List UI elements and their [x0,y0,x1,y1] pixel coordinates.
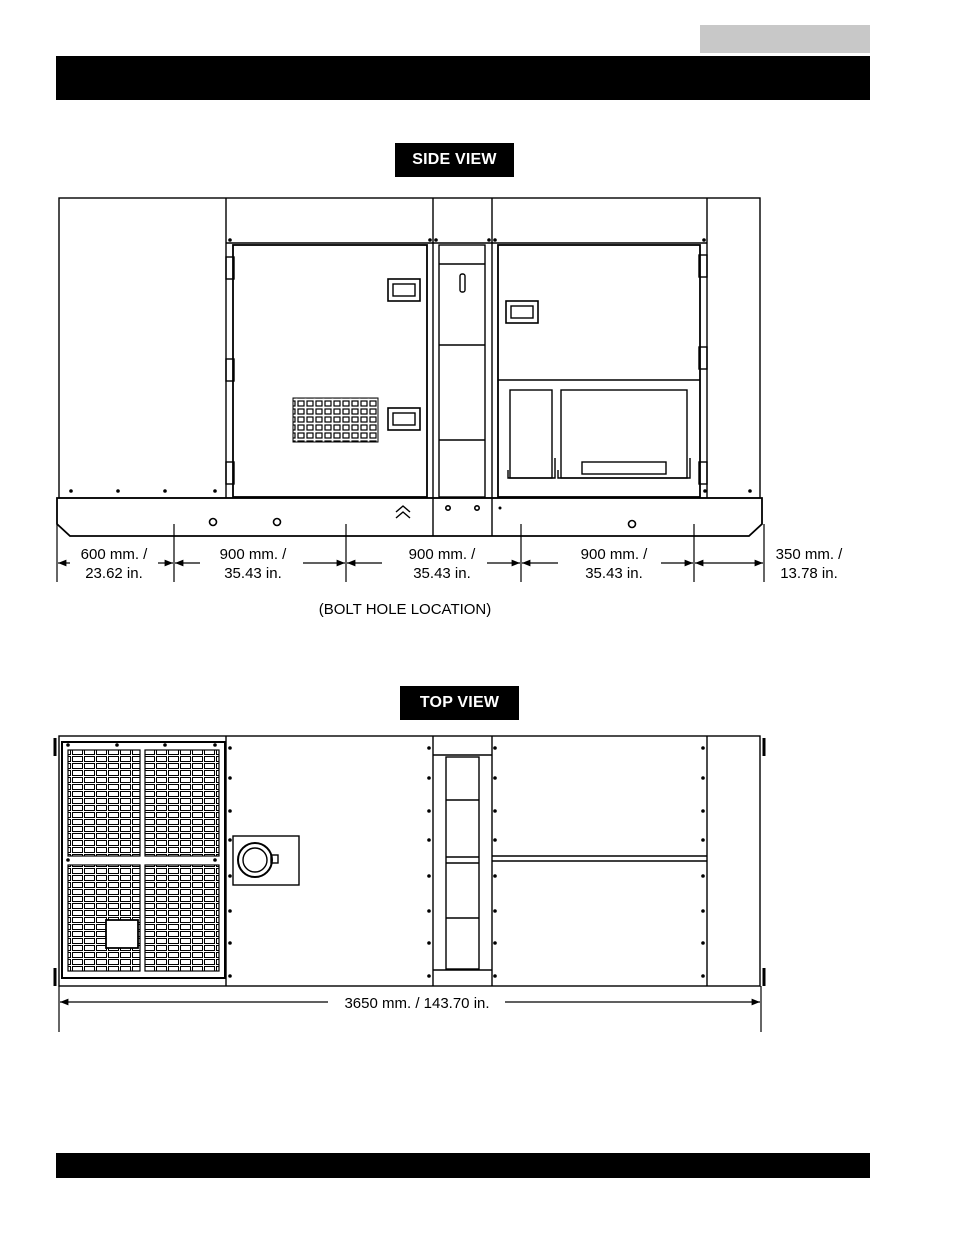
dim-1-in: 23.62 in. [85,565,143,582]
dim-3-mm: 900 mm. / [408,546,476,563]
dim-5-mm: 350 mm. / [775,546,843,563]
side-view-vent-grille [293,398,378,442]
dim-5-in: 13.78 in. [780,565,838,582]
top-view-radiator-grille [62,742,225,978]
overall-length-label: 3650 mm. / 143.70 in. [344,995,490,1012]
top-view-label: TOP VIEW [400,686,519,720]
dim-1-mm: 600 mm. / [80,546,148,563]
side-view-enclosure [57,198,762,536]
dim-4-in: 35.43 in. [585,565,643,582]
dim-2-mm: 900 mm. / [219,546,287,563]
dim-4-mm: 900 mm. / [580,546,648,563]
dim-2-in: 35.43 in. [224,565,282,582]
footer-bar [56,1153,870,1178]
dim-3-in: 35.43 in. [413,565,471,582]
side-view-bolt-holes [210,506,636,528]
bolt-hole-note: (BOLT HOLE LOCATION) [318,601,492,618]
side-view-label: SIDE VIEW [395,143,514,177]
side-view-dimension-labels [81,546,844,618]
